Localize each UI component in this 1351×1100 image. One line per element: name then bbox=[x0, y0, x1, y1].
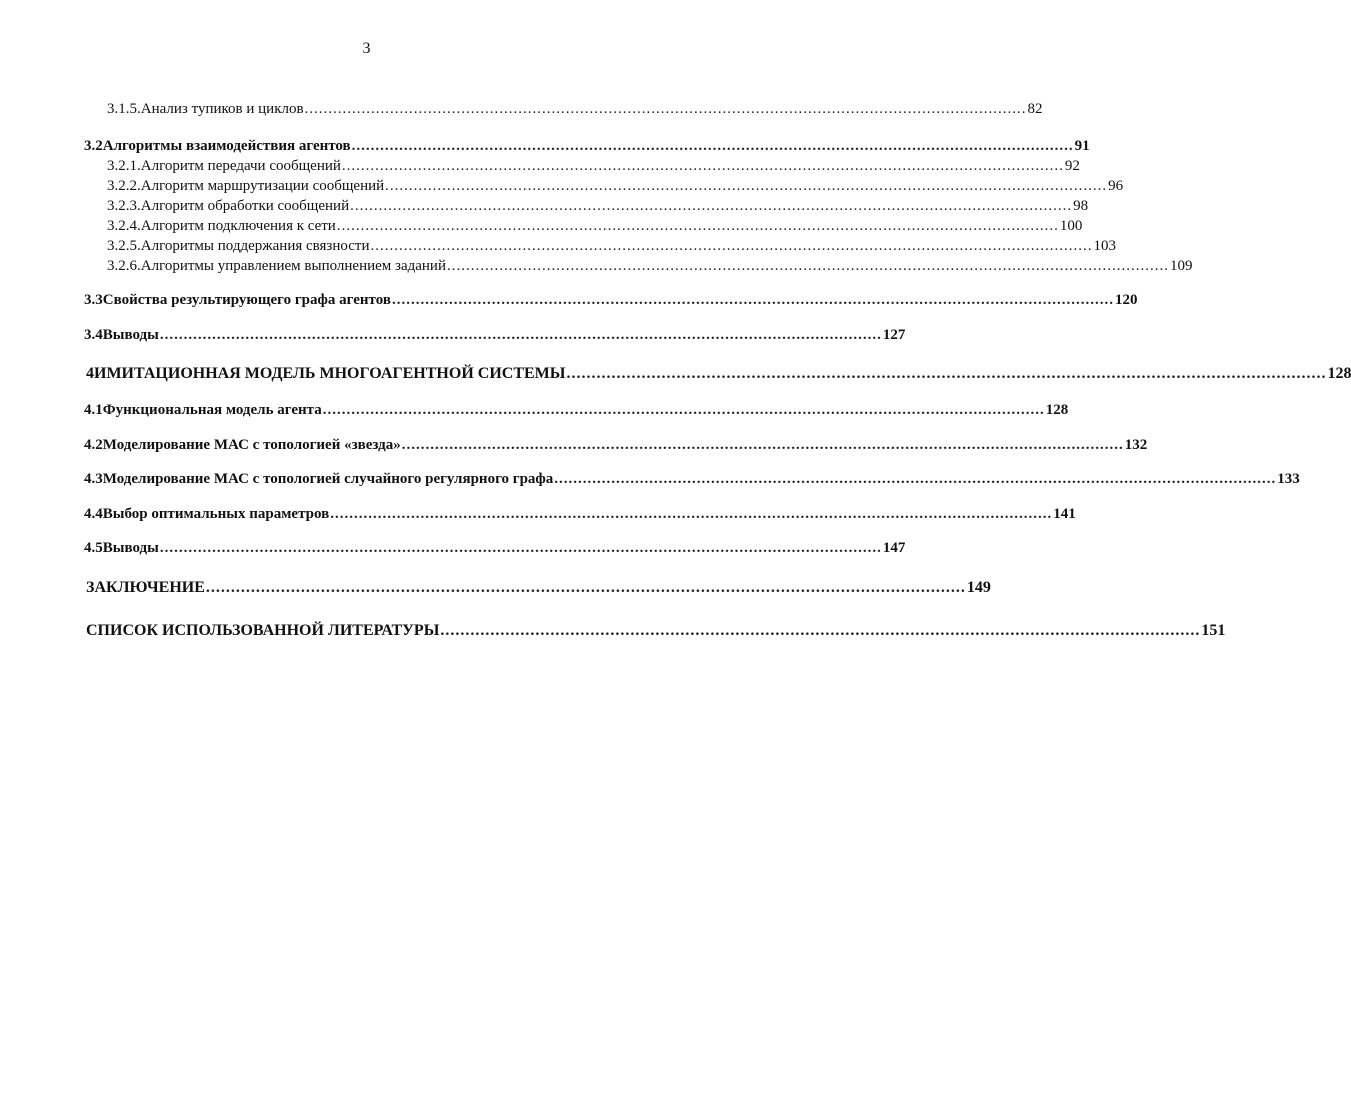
toc-dot-leader: ........................................................................................................................................................ bbox=[322, 402, 1045, 418]
toc-entry-title: СПИСОК ИСПОЛЬЗОВАННОЙ ЛИТЕРАТУРЫ bbox=[86, 622, 440, 639]
toc-entry-title: Выбор оптимальных параметров bbox=[102, 506, 330, 522]
toc-dot-leader: ........................................................................................................................................................ bbox=[385, 178, 1108, 194]
toc-entry-number: 4.5 bbox=[84, 540, 103, 556]
toc-dot-leader: ........................................................................................................................................................ bbox=[330, 506, 1053, 522]
toc-dot-leader: ........................................................................................................................................................ bbox=[159, 327, 882, 343]
toc-entry-page: 128 bbox=[1327, 365, 1351, 382]
toc-entry-number: 3.2 bbox=[84, 138, 103, 154]
toc-entry-page: 133 bbox=[1277, 471, 1300, 487]
toc-entry bbox=[107, 258, 1193, 275]
toc-entry-page: 98 bbox=[1073, 198, 1089, 214]
toc-entry-page: 120 bbox=[1114, 292, 1138, 308]
toc-entry-title: Выводы bbox=[102, 327, 159, 343]
toc-entry bbox=[86, 579, 991, 597]
toc-entry-title: Алгоритм маршрутизации сообщений bbox=[140, 178, 385, 194]
toc-entry-page: 149 bbox=[966, 579, 991, 596]
toc-entry-title: Алгоритм подключения к сети bbox=[140, 218, 336, 234]
toc-entry-page: 96 bbox=[1108, 178, 1124, 194]
toc-entry-page: 128 bbox=[1045, 402, 1069, 418]
toc-entry bbox=[86, 622, 1226, 640]
toc-dot-leader: ........................................................................................................................................................ bbox=[447, 258, 1169, 274]
page-number: 3 bbox=[362, 40, 371, 57]
toc-entry-page: 127 bbox=[882, 327, 906, 343]
toc-dot-leader: ........................................................................................................................................................ bbox=[401, 437, 1124, 453]
toc-entry-title: ЗАКЛЮЧЕНИЕ bbox=[86, 579, 205, 596]
toc-entry-number: 3.2.2. bbox=[107, 178, 141, 194]
toc-entry-page: 103 bbox=[1093, 238, 1116, 254]
toc-dot-leader: ........................................................................................................................................................ bbox=[554, 471, 1277, 487]
toc-entry-number: 3.4 bbox=[84, 327, 103, 343]
toc-entry-title: Анализ тупиков и циклов bbox=[140, 101, 304, 117]
toc-entry-title: Алгоритмы поддержания связности bbox=[140, 238, 370, 254]
toc-entry-number: 4.1 bbox=[84, 402, 103, 418]
toc-entry-page: 91 bbox=[1074, 138, 1090, 154]
toc-entry-page: 82 bbox=[1027, 101, 1043, 117]
toc-entry-page: 92 bbox=[1064, 158, 1080, 174]
toc-entry-page: 132 bbox=[1124, 437, 1148, 453]
toc-entry bbox=[84, 540, 906, 557]
toc-dot-leader: ........................................................................................................................................................ bbox=[351, 138, 1074, 154]
toc-entry-title: Алгоритмы управлением выполнением заданий bbox=[140, 258, 446, 274]
toc-dot-leader: ........................................................................................................................................................ bbox=[350, 198, 1073, 214]
toc-entry-title: Свойства результирующего графа агентов bbox=[102, 292, 391, 308]
toc-entry-number: 4.2 bbox=[84, 437, 103, 453]
toc-entry-page: 147 bbox=[882, 540, 906, 556]
toc-dot-leader: ........................................................................................................................................................ bbox=[159, 540, 882, 556]
toc-entry-title: Алгоритм передачи сообщений bbox=[140, 158, 341, 174]
toc-entry bbox=[107, 238, 1116, 255]
toc-entry-title: Функциональная модель агента bbox=[102, 402, 322, 418]
toc-entry-number: 3.1.5. bbox=[107, 101, 141, 117]
toc-entry bbox=[107, 198, 1089, 215]
toc-entry-number: 3.2.5. bbox=[107, 238, 141, 254]
toc-dot-leader: ........................................................................................................................................................ bbox=[205, 579, 966, 596]
toc-entry bbox=[84, 402, 1069, 419]
toc-entry bbox=[84, 506, 1076, 523]
toc-dot-leader: ........................................................................................................................................................ bbox=[341, 158, 1064, 174]
toc-entry-title: Моделирование МАС с топологией «звезда» bbox=[102, 437, 401, 453]
toc-dot-leader: ........................................................................................................................................................ bbox=[566, 365, 1327, 382]
toc-entry-number: 3.2.3. bbox=[107, 198, 141, 214]
toc-entry-number: 3.2.6. bbox=[107, 258, 141, 274]
toc-entry bbox=[84, 292, 1138, 309]
toc-entry-title: Алгоритмы взаимодействия агентов bbox=[102, 138, 351, 154]
toc-dot-leader: ........................................................................................................................................................ bbox=[391, 292, 1114, 308]
toc-entry-page: 100 bbox=[1059, 218, 1083, 234]
toc-dot-leader: ........................................................................................................................................................ bbox=[336, 218, 1059, 234]
toc-entry-number: 4 bbox=[86, 365, 94, 382]
toc-entry-number: 4.4 bbox=[84, 506, 103, 522]
toc-entry-number: 4.3 bbox=[84, 471, 103, 487]
toc-entry-page: 141 bbox=[1053, 506, 1076, 522]
toc-entry bbox=[84, 327, 906, 344]
toc-entry bbox=[84, 437, 1148, 454]
toc-entry bbox=[84, 138, 1090, 155]
toc-entry-title: Выводы bbox=[102, 540, 159, 556]
toc-dot-leader: ........................................................................................................................................................ bbox=[370, 238, 1093, 254]
toc-entry-number: 3.2.4. bbox=[107, 218, 141, 234]
toc-entry-title: ИМИТАЦИОННАЯ МОДЕЛЬ МНОГОАГЕНТНОЙ СИСТЕМЫ bbox=[94, 365, 566, 382]
toc-entry-title: Алгоритм обработки сообщений bbox=[140, 198, 350, 214]
toc-entry-page: 109 bbox=[1170, 258, 1193, 274]
toc-entry bbox=[107, 158, 1080, 175]
toc-entry-number: 3.3 bbox=[84, 292, 103, 308]
toc-entry bbox=[86, 365, 1351, 383]
toc-entry-title: Моделирование МАС с топологией случайного регулярного графа bbox=[102, 471, 554, 487]
toc-dot-leader: ........................................................................................................................................................ bbox=[440, 622, 1201, 639]
toc-entry bbox=[84, 471, 1300, 488]
toc-dot-leader: ........................................................................................................................................................ bbox=[304, 101, 1027, 117]
toc-entry bbox=[107, 101, 1043, 118]
toc-entry-number: 3.2.1. bbox=[107, 158, 141, 174]
toc-entry bbox=[107, 178, 1124, 195]
toc-entry-page: 151 bbox=[1201, 622, 1226, 639]
toc-entry bbox=[107, 218, 1083, 235]
